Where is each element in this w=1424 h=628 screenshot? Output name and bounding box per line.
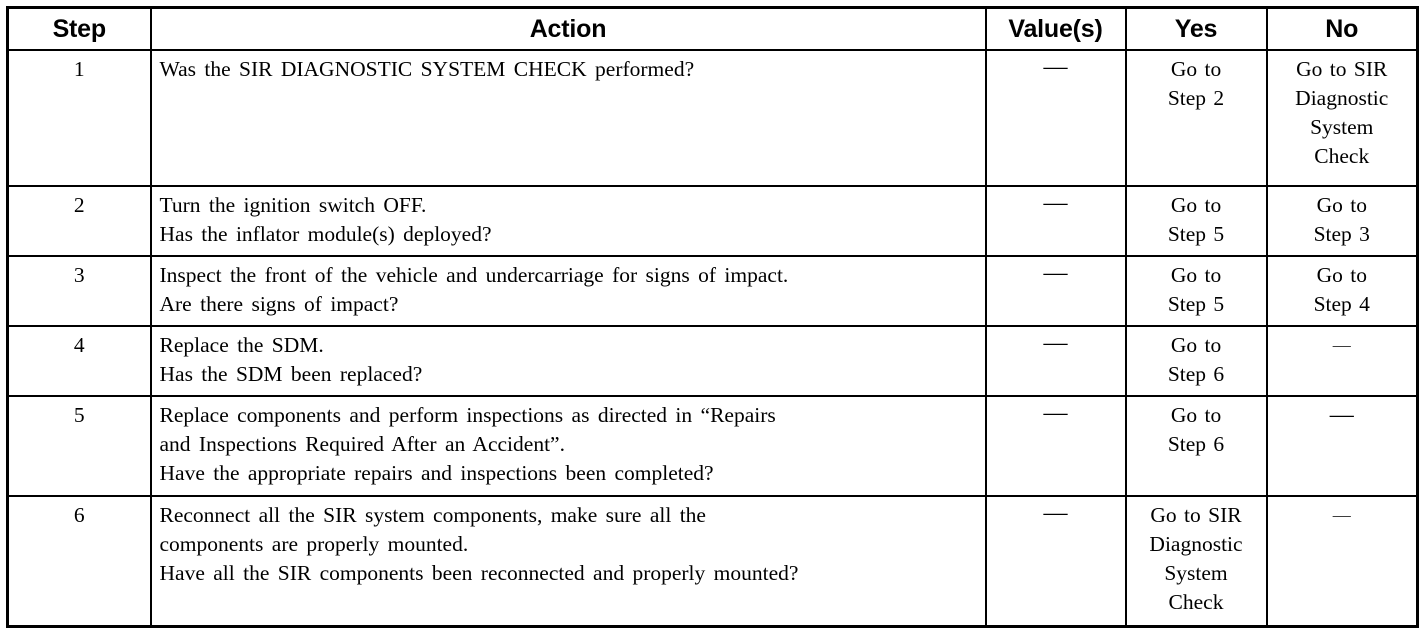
action-line: Are there signs of impact? [159, 292, 399, 316]
action-line: Reconnect all the SIR system components, make sure all the [159, 503, 706, 527]
yes-line: Go to [1170, 403, 1222, 427]
step-number: 6 [8, 496, 151, 627]
action-line: Have the appropriate repairs and inspections been completed? [159, 461, 714, 485]
action-line: Was the SIR DIAGNOSTIC SYSTEM CHECK performed? [159, 57, 695, 81]
yes-cell [1126, 326, 1267, 396]
yes-line: System [1164, 561, 1228, 585]
no-cell [1267, 326, 1418, 396]
table-row [8, 496, 1418, 627]
value-dash: — [1043, 54, 1068, 80]
action-cell [151, 326, 986, 396]
step-number: 2 [8, 186, 151, 256]
yes-cell [1126, 256, 1267, 326]
no-cell [1267, 496, 1418, 627]
yes-line: Go to SIR [1150, 503, 1242, 527]
action-line: Has the inflator module(s) deployed? [159, 222, 492, 246]
yes-line: Check [1168, 590, 1224, 614]
no-cell [1267, 256, 1418, 326]
yes-line: Go to [1170, 57, 1222, 81]
action-line: Turn the ignition switch OFF. [159, 193, 427, 217]
header-step: Step [8, 8, 151, 51]
value-dash: — [1043, 330, 1068, 356]
table-row [8, 326, 1418, 396]
header-action: Action [151, 8, 986, 51]
value-cell [986, 396, 1126, 496]
yes-line: Step 5 [1167, 292, 1225, 316]
yes-line: Step 2 [1167, 86, 1225, 110]
no-line: Go to [1316, 263, 1367, 287]
no-line: Go to [1316, 193, 1367, 217]
yes-line: Step 5 [1167, 222, 1225, 246]
yes-line: Go to [1170, 333, 1222, 357]
value-dash: — [1043, 260, 1068, 286]
yes-cell [1126, 50, 1267, 186]
step-number: 1 [8, 50, 151, 186]
no-cell [1267, 50, 1418, 186]
yes-line: Go to [1170, 193, 1222, 217]
action-cell [151, 496, 986, 627]
step-number: 5 [8, 396, 151, 496]
value-dash: — [1043, 400, 1068, 426]
action-line: Inspect the front of the vehicle and undercarriage for signs of impact. [159, 263, 789, 287]
no-dash: — [1329, 402, 1354, 428]
header-yes: Yes [1126, 8, 1267, 51]
yes-cell [1126, 496, 1267, 627]
value-cell [986, 326, 1126, 396]
step-number: 4 [8, 326, 151, 396]
action-line: Replace components and perform inspections as directed in “Repairs [159, 403, 776, 427]
no-line: System [1310, 115, 1374, 139]
step-number: 3 [8, 256, 151, 326]
yes-line: Diagnostic [1149, 532, 1243, 556]
no-cell [1267, 186, 1418, 256]
table-row [8, 50, 1418, 186]
action-line: Has the SDM been replaced? [159, 362, 423, 386]
table-row [8, 256, 1418, 326]
action-line: Have all the SIR components been reconnected and properly mounted? [159, 561, 799, 585]
no-line: Check [1314, 144, 1370, 168]
yes-line: Step 6 [1167, 432, 1225, 456]
header-no: No [1267, 8, 1418, 51]
value-cell [986, 256, 1126, 326]
header-row [8, 8, 1418, 51]
value-cell [986, 186, 1126, 256]
yes-line: Go to [1170, 263, 1222, 287]
action-cell [151, 186, 986, 256]
yes-line: Step 6 [1167, 362, 1225, 386]
no-cell [1267, 396, 1418, 496]
no-line: Go to SIR [1296, 57, 1388, 81]
table-row [8, 396, 1418, 496]
value-dash: — [1043, 500, 1068, 526]
action-line: and Inspections Required After an Accident”. [159, 432, 565, 456]
no-dash: — [1332, 505, 1351, 525]
action-line: components are properly mounted. [159, 532, 469, 556]
yes-cell [1126, 396, 1267, 496]
diagnostic-table [6, 6, 1419, 628]
no-line: Step 3 [1313, 222, 1370, 246]
action-cell [151, 50, 986, 186]
action-line: Replace the SDM. [159, 333, 324, 357]
yes-cell [1126, 186, 1267, 256]
action-cell [151, 396, 986, 496]
header-values: Value(s) [986, 8, 1126, 51]
value-cell [986, 50, 1126, 186]
no-line: Diagnostic [1295, 86, 1389, 110]
no-dash: — [1332, 335, 1351, 355]
table-row [8, 186, 1418, 256]
no-line: Step 4 [1313, 292, 1370, 316]
value-dash: — [1043, 190, 1068, 216]
action-cell [151, 256, 986, 326]
value-cell [986, 496, 1126, 627]
